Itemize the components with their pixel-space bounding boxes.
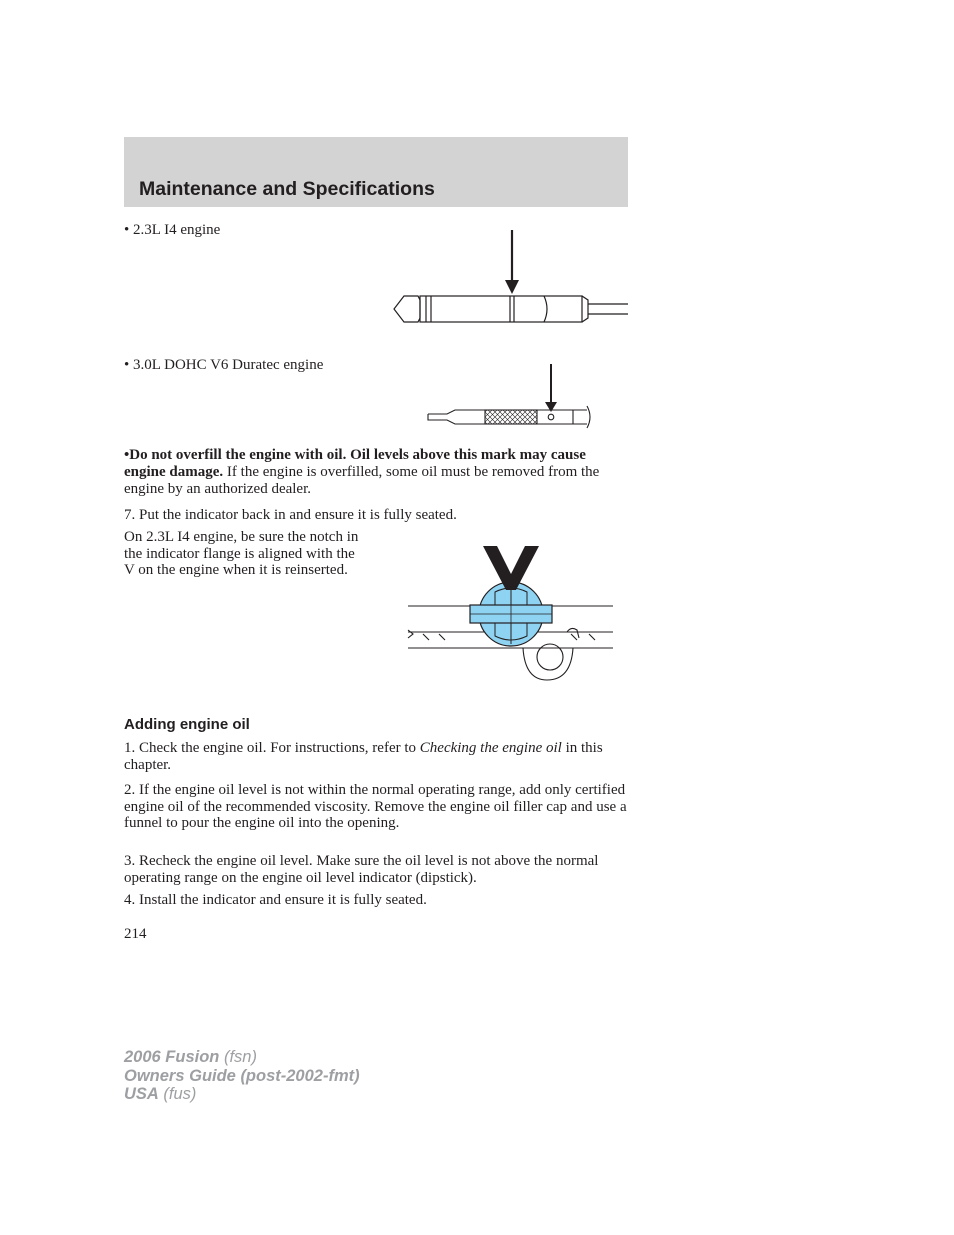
dipstick-v6-illustration <box>425 362 595 434</box>
notch-alignment-note: On 2.3L I4 engine, be sure the notch in the indicator flange is aligned with the V on the engine when it is reinserted. <box>124 529 359 578</box>
section-title: Maintenance and Specifications <box>139 178 435 200</box>
section-header-band <box>124 137 628 207</box>
overfill-warning <box>124 447 628 498</box>
dipstick-i4-illustration <box>390 228 630 328</box>
bullet-v6-engine: • 3.0L DOHC V6 Duratec engine <box>124 357 324 373</box>
add-step-3: 3. Recheck the engine oil level. Make sure the oil level is not above the normal operating range on the engine oil level indicator (dipstick). <box>124 853 599 886</box>
add-step-4: 4. Install the indicator and ensure it is fully seated. <box>124 892 427 908</box>
adding-oil-heading: Adding engine oil <box>124 716 250 733</box>
level-arrow-head <box>505 280 519 294</box>
flange-alignment-illustration <box>405 542 615 687</box>
warning-bold: •Do not overfill the engine with oil. Oil levels above this mark may cause engine damage. <box>124 447 586 480</box>
add-step-1: 1. Check the engine oil. For instructions, refer to Checking the engine oil in this chapter. <box>124 740 603 773</box>
add-step-2: 2. If the engine oil level is not within the normal operating range, add only certified engine oil of the recommended viscosity. Remove the engine oil filler cap and use a funnel to pour the engine oil into the opening. <box>124 782 627 831</box>
step-7: 7. Put the indicator back in and ensure it is fully seated. <box>124 507 457 523</box>
engine-v-mark <box>483 546 539 590</box>
document-footer: 2006 Fusion (fsn) Owners Guide (post-2002-fmt) USA (fus) <box>124 1048 360 1103</box>
warning-detail: If the engine is overfilled, some oil must be removed from the engine by an authorized dealer. <box>124 464 600 497</box>
cross-reference: Checking the engine oil <box>419 740 562 756</box>
dipstick-tip <box>394 296 420 322</box>
page-number: 214 <box>124 926 147 942</box>
bullet-i4-engine: • 2.3L I4 engine <box>124 222 221 238</box>
